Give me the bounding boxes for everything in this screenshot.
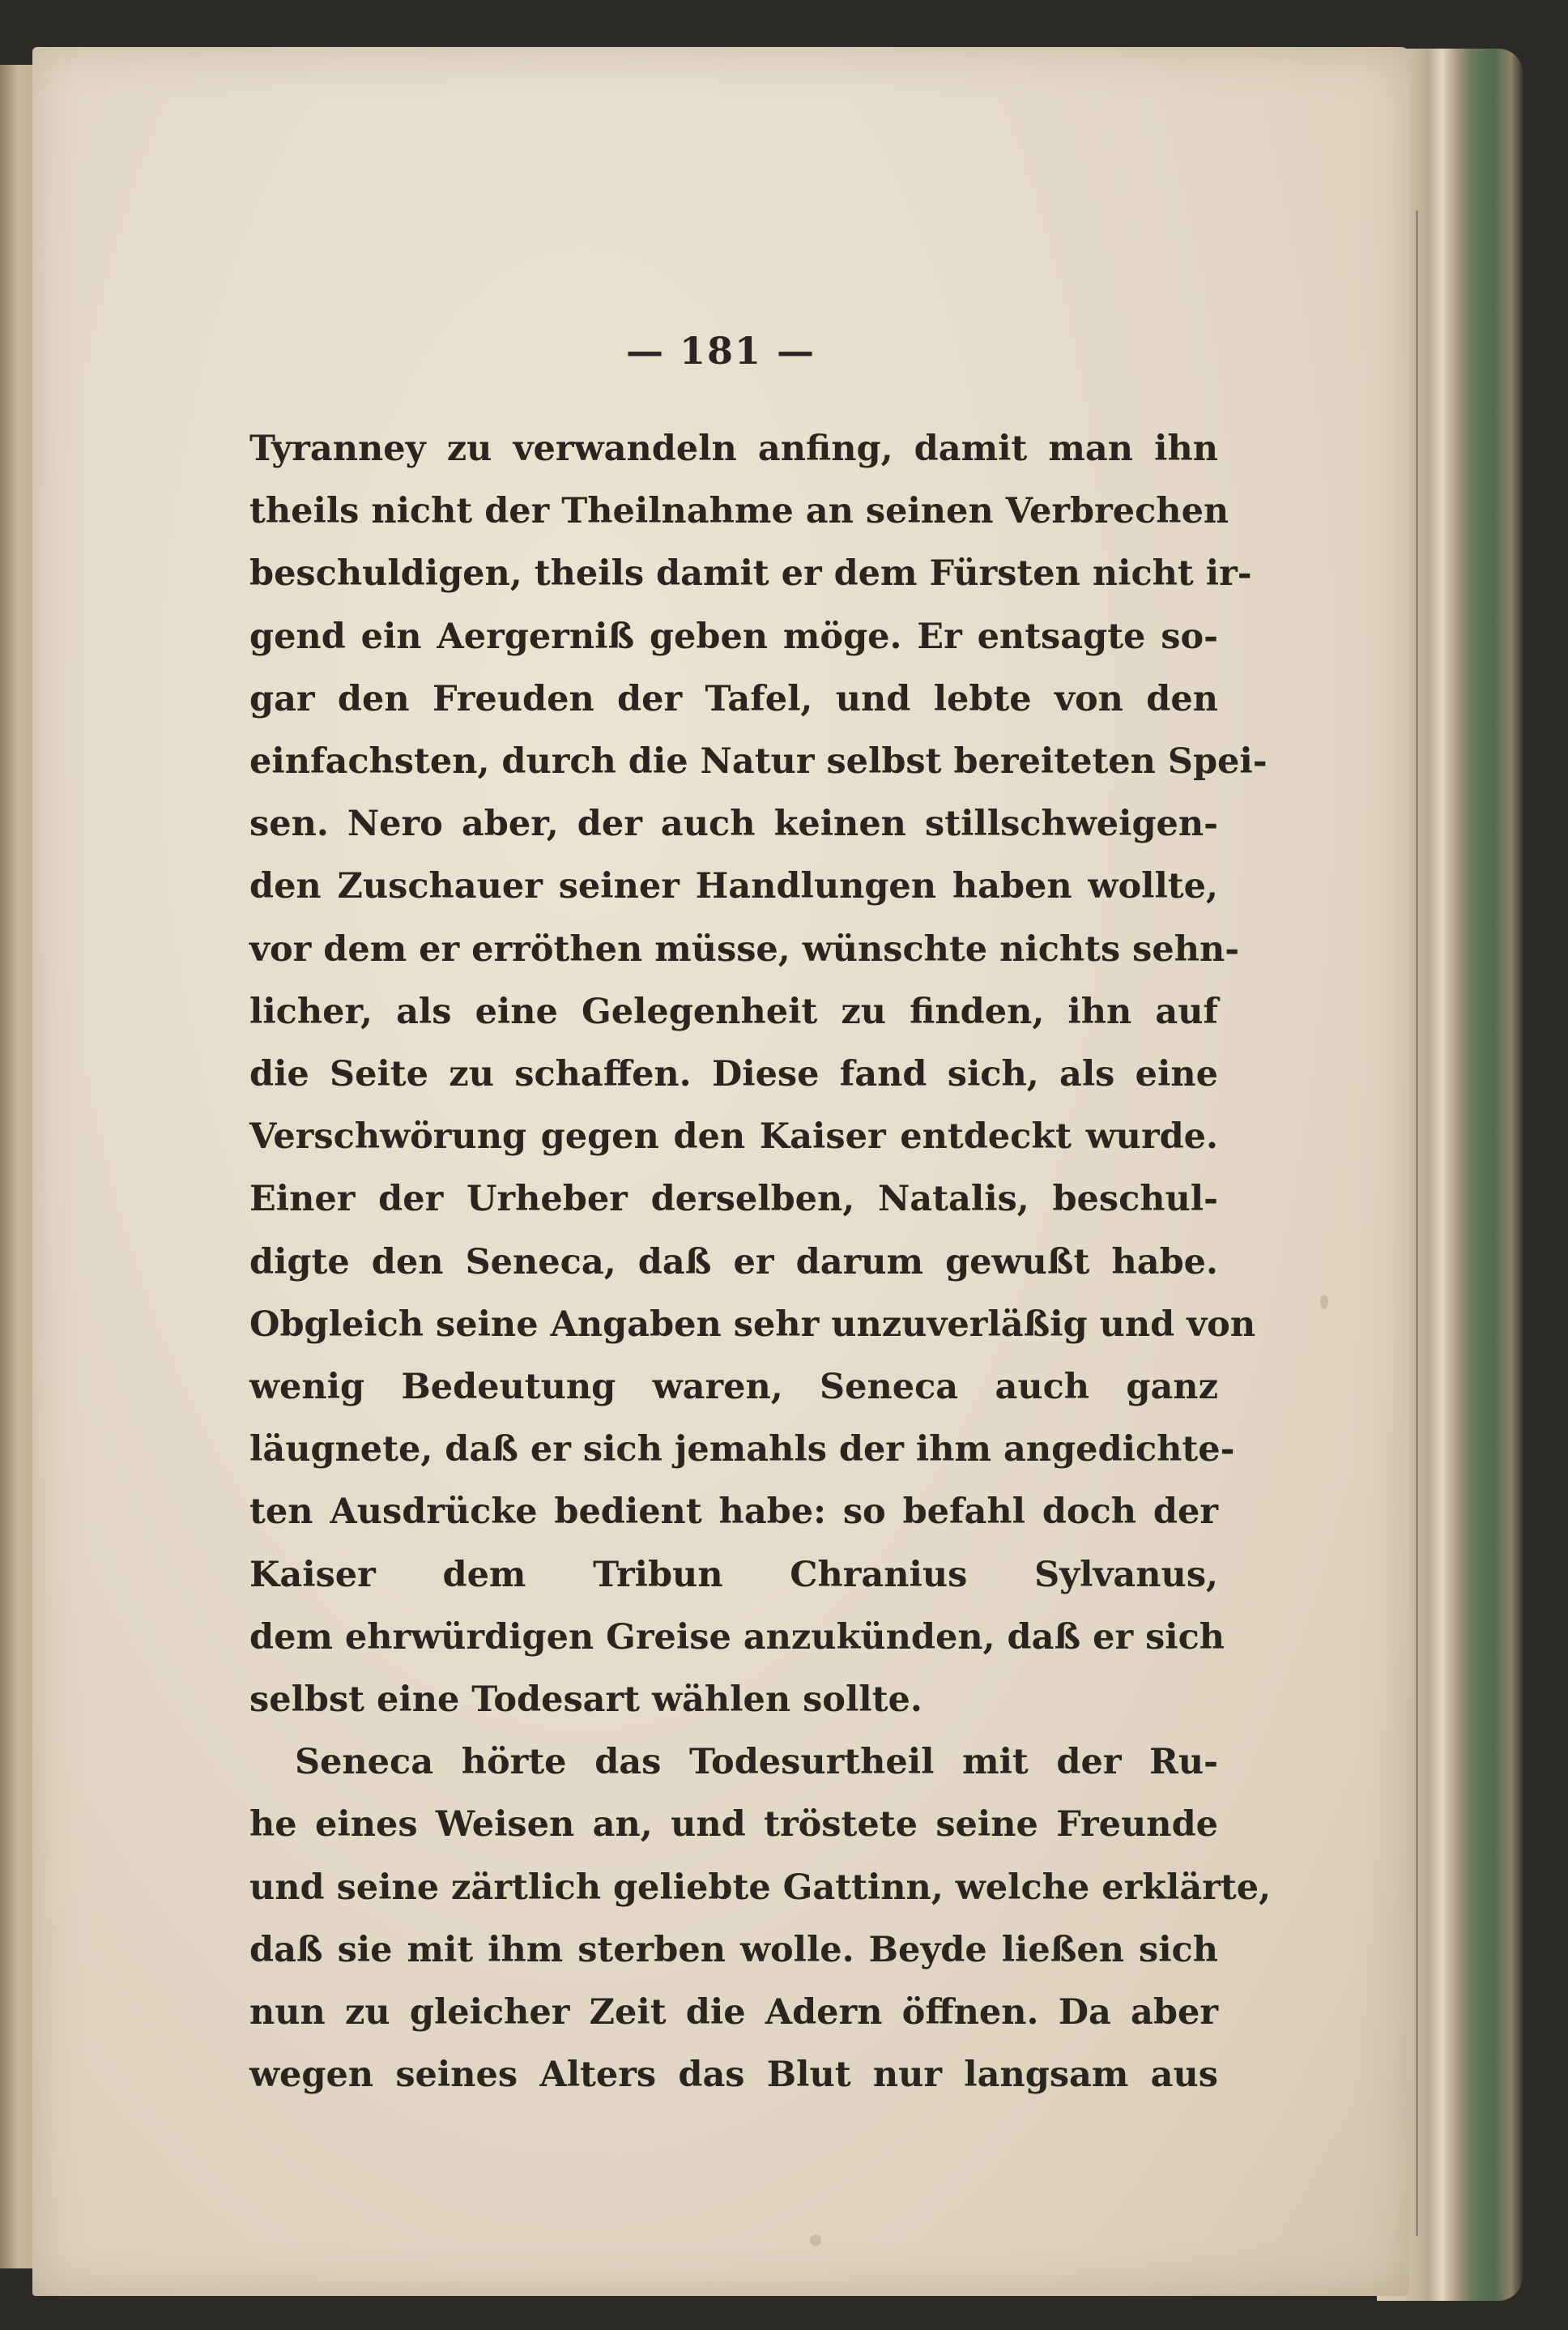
text-line: die Seite zu schaffen. Diese fand sich, als eine [249, 1054, 1218, 1095]
text-line: und seine zärtlich geliebte Gattinn, welche erklärte, [249, 1867, 1272, 1908]
text-line: digte den Seneca, daß er darum gewußt habe. [249, 1241, 1218, 1282]
body-text [249, 418, 1272, 2106]
text-line: selbst eine Todesart wählen sollte. [249, 1679, 922, 1721]
text-line: Obgleich seine Angaben sehr unzuverläßig und von [249, 1304, 1256, 1345]
text-line: läugnete, daß er sich jemahls der ihm angedichte- [249, 1429, 1235, 1470]
text-line: theils nicht der Theilnahme an seinen Verbrechen [249, 491, 1229, 532]
text-line: einfachsten, durch die Natur selbst bereiteten Spei- [249, 741, 1268, 783]
text-line: sen. Nero aber, der auch keinen stillschweigen- [249, 804, 1218, 845]
text-line: wenig Bedeutung waren, Seneca auch ganz [249, 1367, 1218, 1408]
text-line: Tyranney zu verwandeln anfing, damit man ihn [249, 429, 1218, 469]
text-line: Verschwörung gegen den Kaiser entdeckt wurde. [249, 1116, 1218, 1158]
text-line: gend ein Aergerniß geben möge. Er entsagte so- [249, 616, 1218, 657]
text-line: nun zu gleicher Zeit die Adern öffnen. Da aber [249, 1992, 1218, 2033]
text-line: Einer der Urheber derselben, Natalis, beschul- [249, 1179, 1218, 1220]
text-line: beschuldigen, theils damit er dem Fürsten nicht ir- [249, 553, 1252, 595]
text-line: den Zuschauer seiner Handlungen haben wollte, [249, 866, 1218, 907]
page-number: — 181 — [625, 329, 816, 373]
text-line: dem ehrwürdigen Greise anzukünden, daß er sich [249, 1616, 1225, 1658]
text-line: vor dem er erröthen müsse, wünschte nichts sehn- [249, 928, 1240, 970]
text-line: daß sie mit ihm sterben wolle. Beyde ließen sich [249, 1929, 1218, 1970]
text-line: licher, als eine Gelegenheit zu finden, ihn auf [249, 991, 1218, 1032]
paper-spot [810, 2234, 821, 2246]
paper-spot [1320, 1295, 1328, 1309]
page-stack-line [1416, 211, 1418, 2236]
text-line: ten Ausdrücke bedient habe: so befahl doch der [249, 1491, 1218, 1533]
text-line: he eines Weisen an, und tröstete seine Freunde [249, 1804, 1218, 1846]
book-page [32, 47, 1409, 2296]
text-line: Kaiser dem Tribun Chranius Sylvanus, [249, 1554, 1218, 1595]
text-line: gar den Freuden der Tafel, und lebte von den [249, 678, 1218, 719]
text-line: Seneca hörte das Todesurtheil mit der Ru- [295, 1742, 1218, 1783]
text-line: wegen seines Alters das Blut nur langsam aus [249, 2055, 1218, 2096]
